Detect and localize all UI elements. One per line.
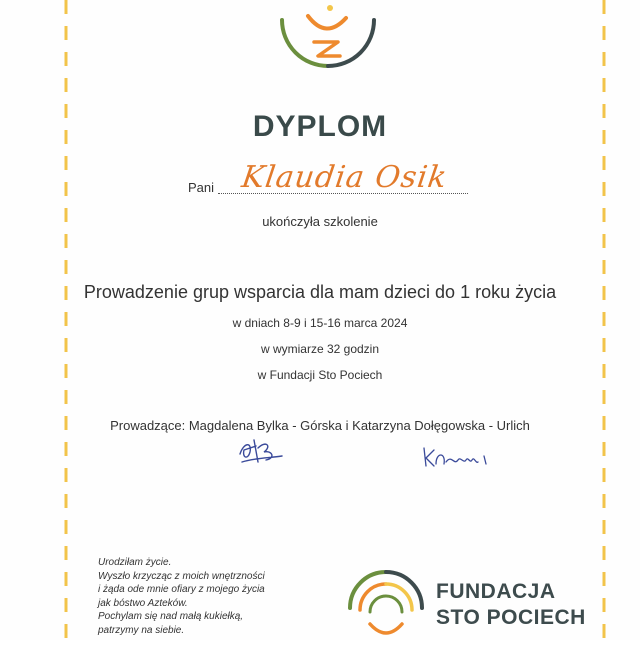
recipient-prefix: Pani bbox=[188, 180, 215, 195]
poem-line: jak bóstwo Azteków. bbox=[98, 597, 188, 609]
foundation-name-line2: STO POCIECH bbox=[436, 606, 586, 629]
instructors-line: Prowadzące: Magdalena Bylka - Górska i Katarzyna Dołęgowska - Urlich bbox=[110, 418, 530, 433]
poem-line: i żąda ode mnie ofiary z mojego życia bbox=[98, 584, 265, 595]
poem-line: Pochylam się nad małą kukiełką, bbox=[98, 611, 244, 622]
foundation-logo-icon bbox=[340, 562, 430, 652]
poem-line: Wyszło krzycząc z moich wnętrzności bbox=[98, 570, 265, 582]
course-hours: w wymiarze 32 godzin bbox=[260, 342, 380, 356]
diploma-title: DYPLOM bbox=[252, 110, 388, 143]
course-title: Prowadzenie grup wsparcia dla mam dzieci do 1 roku życia bbox=[83, 282, 557, 302]
poem-line: patrzymy na siebie. bbox=[98, 624, 185, 636]
poem-line: Urodziłam życie. bbox=[98, 557, 172, 568]
signature-left bbox=[236, 436, 286, 466]
completed-text: ukończyła szkolenie bbox=[262, 214, 378, 229]
foundation-name-line1: FUNDACJA bbox=[436, 580, 556, 603]
poem bbox=[98, 556, 298, 637]
top-logo-icon bbox=[268, 0, 388, 70]
signature-right bbox=[420, 444, 490, 470]
course-location: w Fundacji Sto Pociech bbox=[257, 368, 383, 382]
recipient-name: Klaudia Osik bbox=[239, 160, 450, 195]
course-dates: w dniach 8-9 i 15-16 marca 2024 bbox=[232, 316, 408, 330]
